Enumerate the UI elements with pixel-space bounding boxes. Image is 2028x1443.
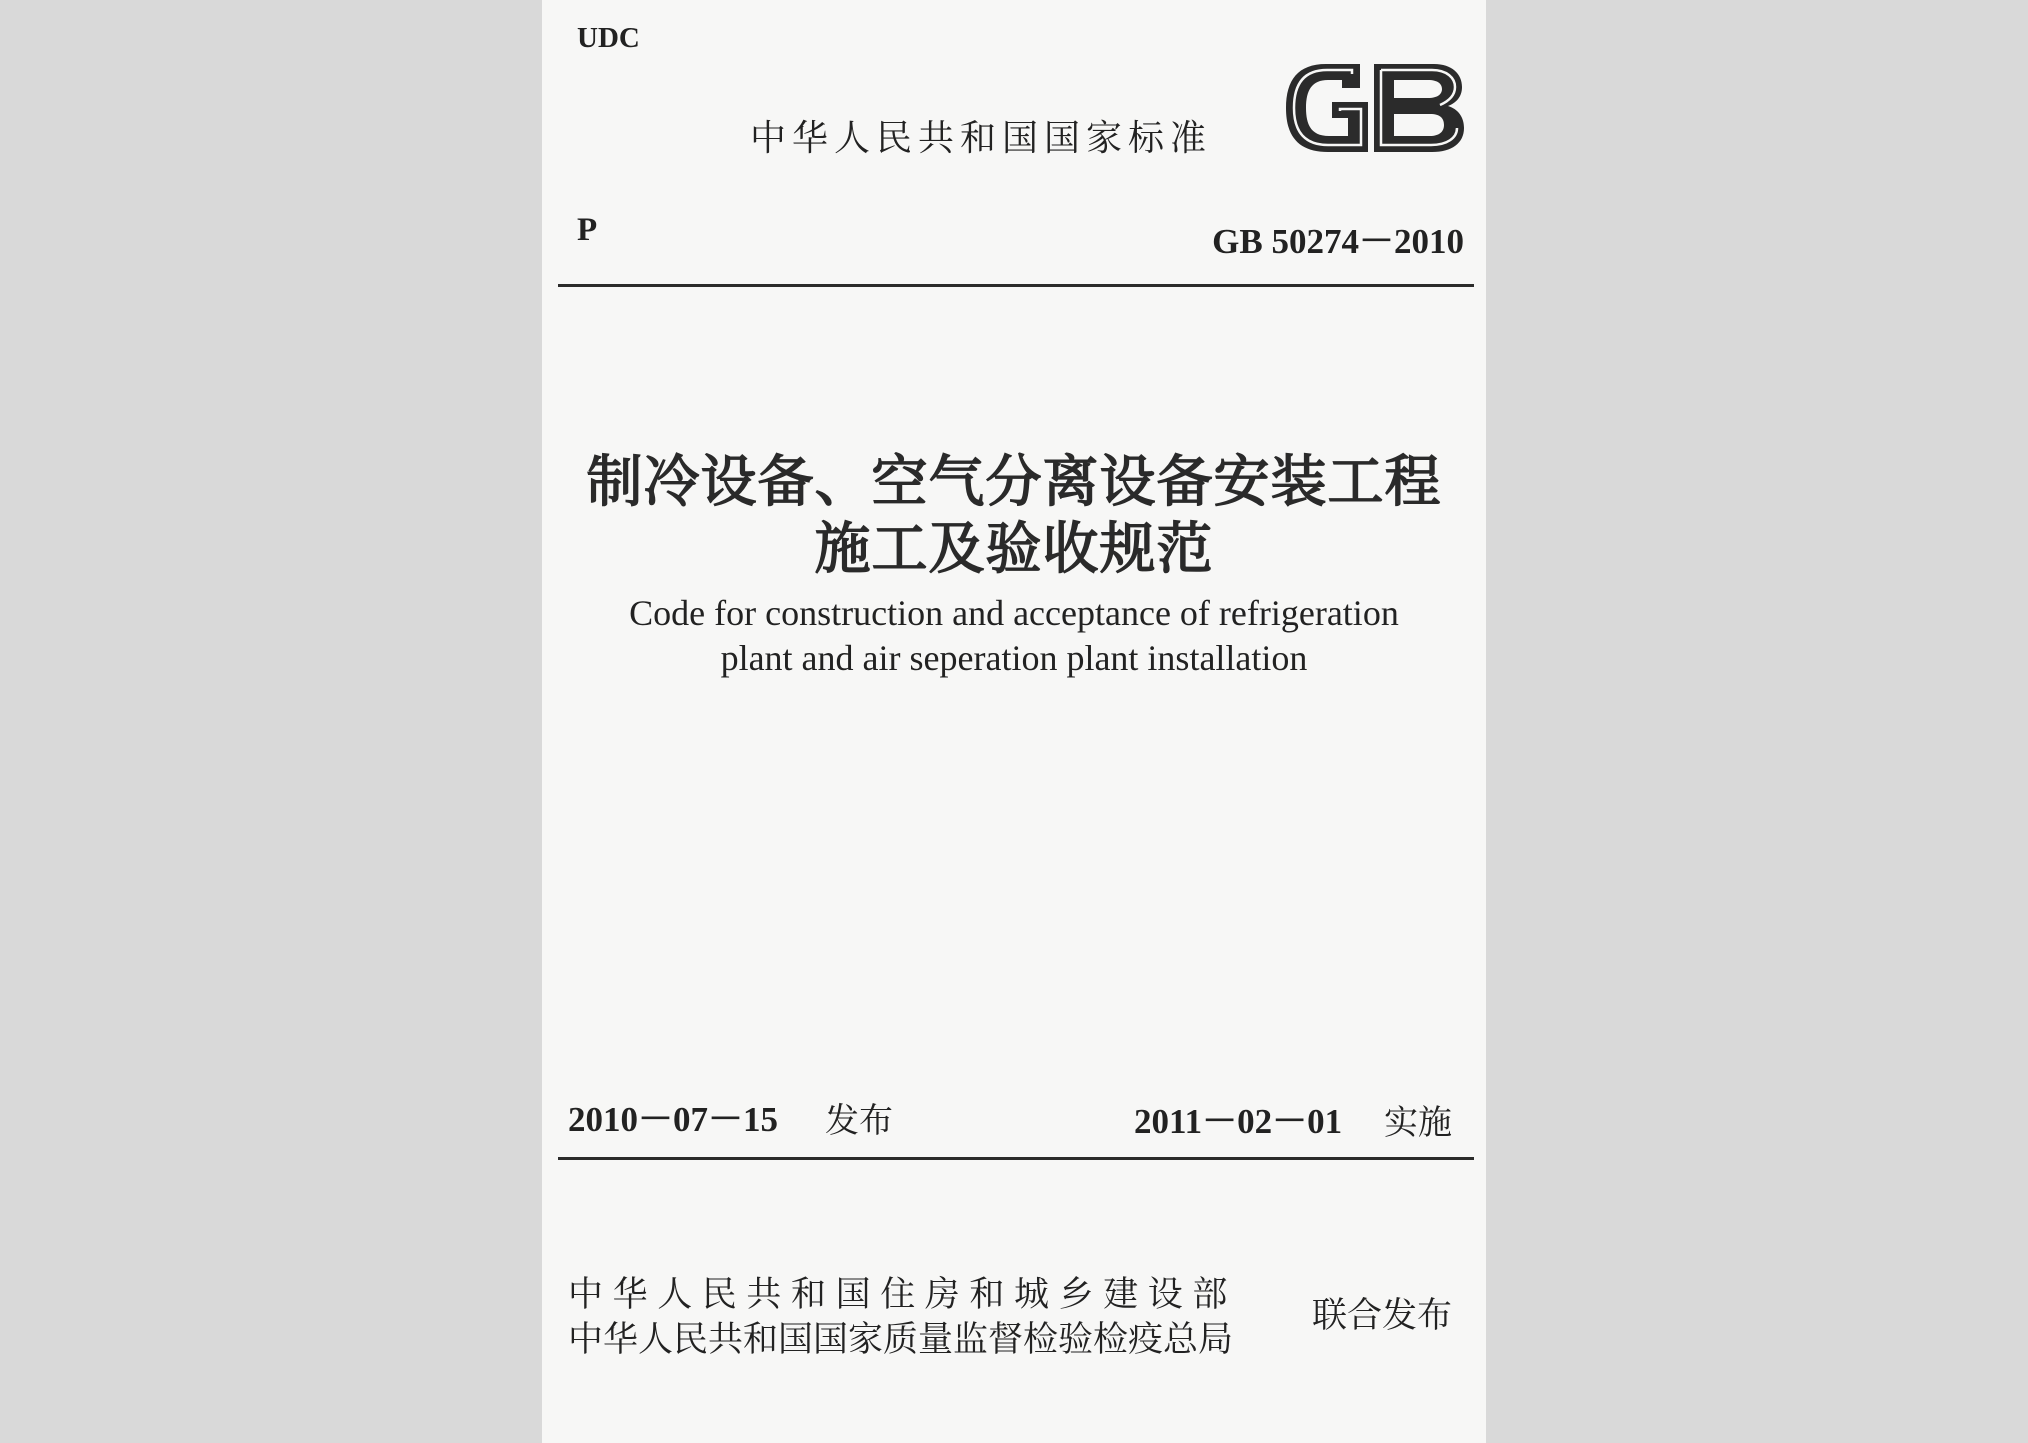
standard-number: GB 50274－2010 — [1212, 222, 1464, 261]
cover-page — [542, 0, 1486, 1443]
bottom-divider — [558, 1157, 1474, 1160]
gb-logo-icon — [1282, 58, 1467, 158]
category-code: P — [577, 212, 598, 248]
implementation-label: 实施 — [1384, 1103, 1452, 1143]
udc-label: UDC — [577, 22, 640, 54]
joint-issue-label: 联合发布 — [1312, 1296, 1453, 1336]
implementation-date: 2011－02－01 — [1134, 1102, 1343, 1141]
national-standard-heading: 中华人民共和国国家标准 — [750, 118, 1213, 159]
issuer-line2: 中华人民共和国国家质量监督检验检疫总局 — [568, 1320, 1234, 1360]
issuer-line1: 中华人民共和国住房和城乡建设部 — [568, 1275, 1238, 1315]
top-divider — [558, 284, 1474, 287]
title-en-line2: plant and air seperation plant installation — [720, 638, 1308, 678]
title-cn-line2: 施工及验收规范 — [814, 516, 1214, 582]
issue-label: 发布 — [825, 1101, 893, 1141]
title-cn-line1: 制冷设备、空气分离设备安装工程 — [586, 449, 1442, 515]
title-en-line1: Code for construction and acceptance of refrigeration — [629, 593, 1399, 633]
issue-date: 2010－07－15 — [568, 1100, 779, 1139]
